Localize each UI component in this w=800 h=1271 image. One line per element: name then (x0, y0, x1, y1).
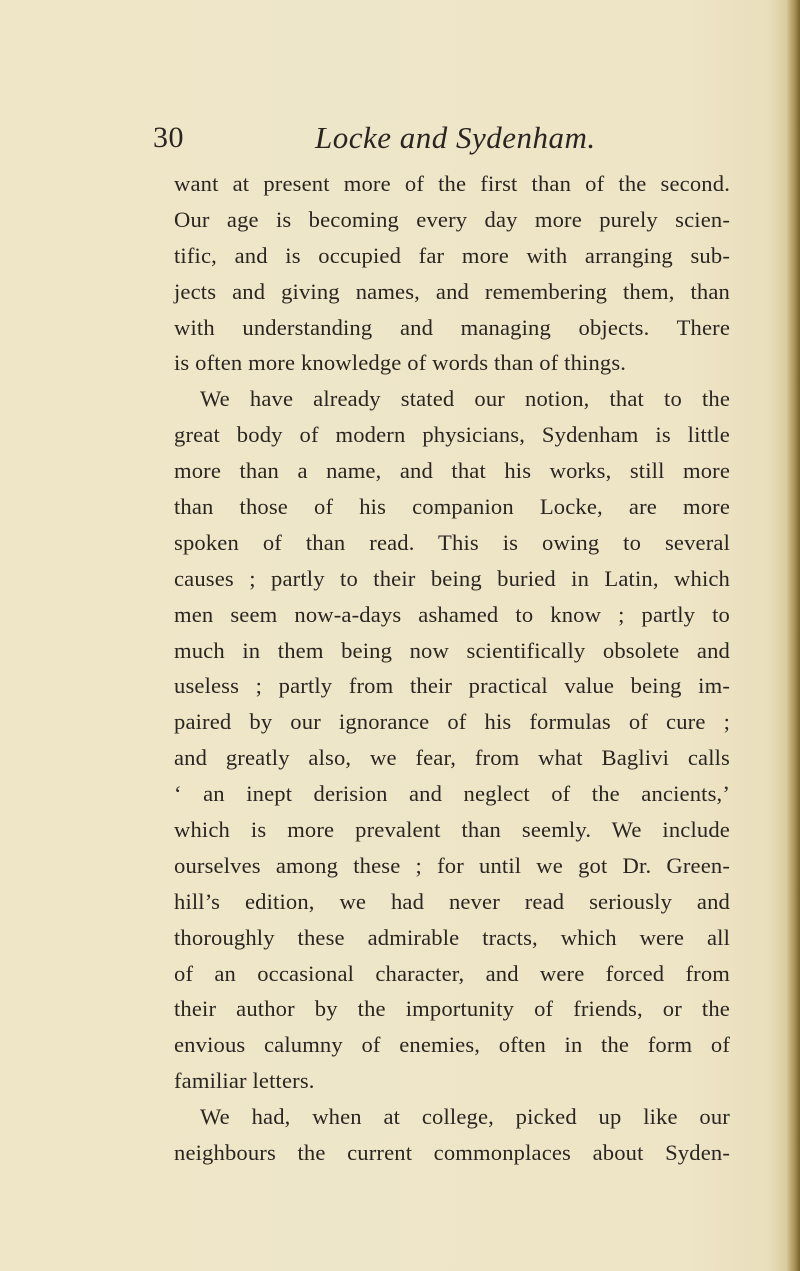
text-line: than those of his companion Locke, are more (174, 494, 730, 520)
text-line: paired by our ignorance of his formulas of cure ; (174, 709, 730, 735)
page-number: 30 (153, 121, 184, 154)
paragraph-start-line: We have already stated our notion, that to the (200, 386, 730, 412)
text-line: of an occasional character, and were forced from (174, 960, 730, 986)
text-line: much in them being now scientifically obsolete and (174, 637, 730, 663)
text-line: Our age is becoming every day more purely scien- (174, 206, 730, 232)
text-line: men seem now-a-days ashamed to know ; partly to (174, 601, 730, 627)
text-line: want at present more of the first than of the second. (174, 171, 730, 196)
page-header (153, 118, 713, 162)
text-line: hill’s edition, we had never read seriously and (174, 888, 730, 914)
text-line: ‘ an inept derision and neglect of the ancients,’ (174, 781, 730, 807)
text-line: envious calumny of enemies, often in the form of (174, 1032, 730, 1058)
body-text (174, 166, 730, 1171)
text-line: their author by the importunity of friends, or the (174, 996, 730, 1022)
text-line: is often more knowledge of words than of things. (174, 350, 627, 376)
paragraph-start-line: We had, when at college, picked up like our (200, 1104, 730, 1130)
text-line: great body of modern physicians, Sydenham is little (174, 422, 730, 448)
text-line: and greatly also, we fear, from what Baglivi calls (174, 745, 730, 771)
text-line: spoken of than read. This is owing to several (174, 529, 730, 555)
text-line: more than a name, and that his works, still more (174, 458, 730, 484)
text-line: tific, and is occupied far more with arranging sub- (174, 242, 730, 268)
text-line: useless ; partly from their practical value being im- (174, 673, 730, 699)
text-line: causes ; partly to their being buried in Latin, which (174, 565, 730, 591)
page-edge-shadow (786, 0, 800, 1271)
text-line: jects and giving names, and remembering them, than (174, 278, 730, 304)
running-title: Locke and Sydenham. (315, 120, 596, 155)
text-line: neighbours the current commonplaces about Syden- (174, 1140, 730, 1166)
text-line: with understanding and managing objects. There (174, 314, 730, 340)
text-line: which is more prevalent than seemly. We include (174, 817, 730, 843)
text-line: familiar letters. (174, 1068, 315, 1094)
text-line: ourselves among these ; for until we got Dr. Green- (174, 852, 730, 878)
text-line: thoroughly these admirable tracts, which were all (174, 924, 730, 950)
